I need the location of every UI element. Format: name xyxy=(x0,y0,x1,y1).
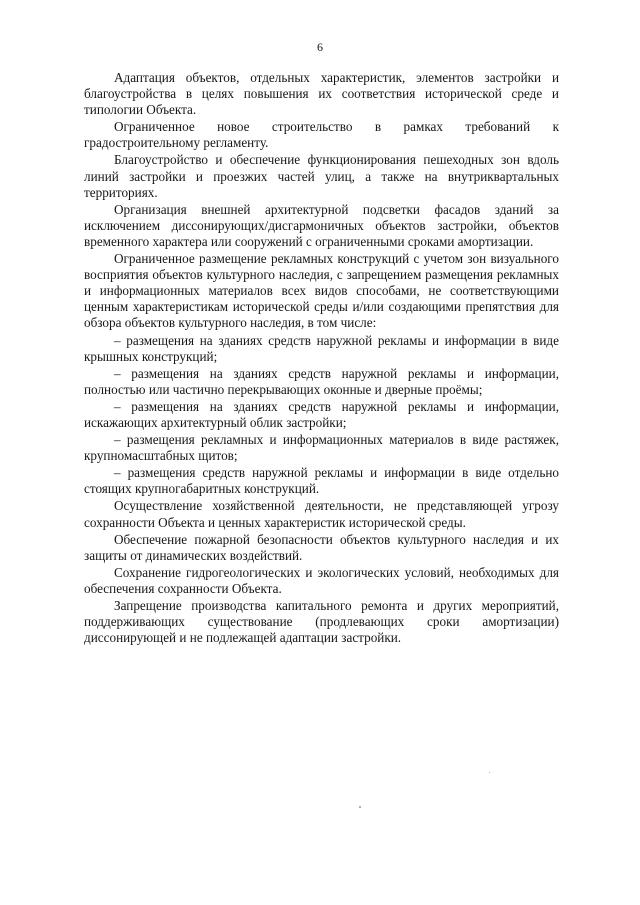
paragraph-adaptation: Адаптация объектов, отдельных характеристик, элементов застройки и благоустройства в целях повышения их соответствия исторической среде и типологии Объекта. xyxy=(84,70,559,118)
scan-speck xyxy=(359,806,361,808)
list-item-roof-structures: – размещения на зданиях средств наружной рекламы и информации в виде крышных конструкций; xyxy=(84,332,559,364)
list-item-architectural-appearance: – размещения на зданиях средств наружной рекламы и информации, искажающих архитектурный облик застройки; xyxy=(84,398,559,430)
paragraph-limited-construction: Ограниченное новое строительство в рамках требований к градостроительному регламенту. xyxy=(84,119,559,151)
paragraph-hydrogeology: Сохранение гидрогеологических и экологических условий, необходимых для обеспечения сохранности Объекта. xyxy=(84,564,559,596)
paragraph-repair-prohibition: Запрещение производства капитального ремонта и других мероприятий, поддерживающих существование (продлевающих сроки амортизации) диссонирующей и не подлежащей адаптации застройки. xyxy=(84,598,559,646)
list-item-banners: – размещения рекламных и информационных материалов в виде растяжек, крупномасштабных щитов; xyxy=(84,432,559,464)
paragraph-landscaping: Благоустройство и обеспечение функционирования пешеходных зон вдоль линий застройки и проезжих частей улиц, а также на внутриквартальных территориях. xyxy=(84,152,559,200)
list-item-freestanding-structures: – размещения средств наружной рекламы и информации в виде отдельно стоящих крупногабаритных конструкций. xyxy=(84,465,559,497)
paragraph-fire-safety: Обеспечение пожарной безопасности объектов культурного наследия и их защиты от динамических воздействий. xyxy=(84,531,559,563)
page-number: 6 xyxy=(317,40,323,54)
list-item-window-openings: – размещения на зданиях средств наружной рекламы и информации, полностью или частично перекрывающих оконные и дверные проёмы; xyxy=(84,365,559,397)
document-body xyxy=(84,70,559,647)
paragraph-facade-lighting: Организация внешней архитектурной подсветки фасадов зданий за исключением диссонирующих/дисгармоничных объектов застройки, объектов временного характера или сооружений с ограниченными сроками амортизации. xyxy=(84,201,559,249)
scan-speck xyxy=(489,772,490,773)
paragraph-advertising: Ограниченное размещение рекламных конструкций с учетом зон визуального восприятия объектов культурного наследия, с запрещением размещения рекламных и информационных материалов всех видов способами, не соответствующими ценным характеристикам исторической среды и/или создающими препятствия для обзора объектов культурного наследия, в том числе: xyxy=(84,251,559,331)
paragraph-economic-activity: Осуществление хозяйственной деятельности, не представляющей угрозу сохранности Объекта и ценных характеристик исторической среды. xyxy=(84,498,559,530)
